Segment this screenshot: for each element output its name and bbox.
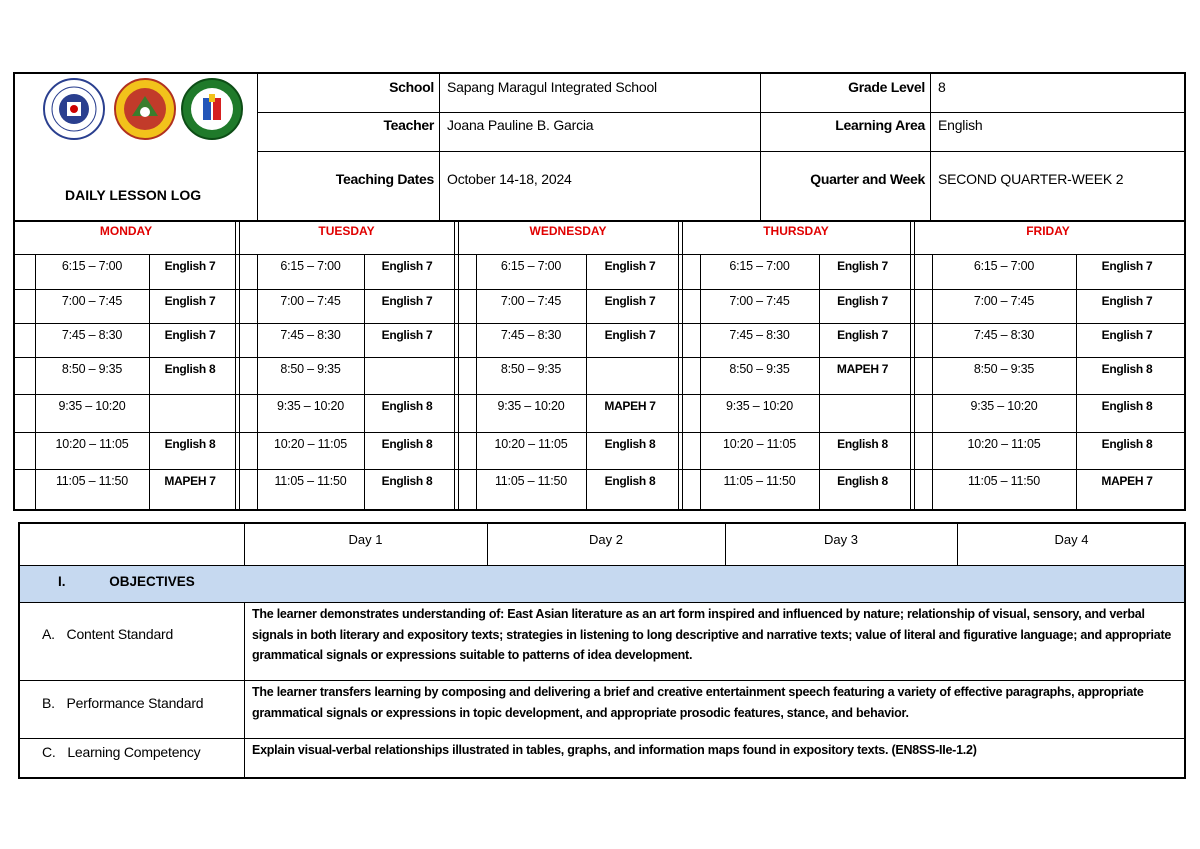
day-header-thursday: THURSDAY <box>763 224 829 238</box>
time-slot: 11:05 – 11:50 <box>494 474 567 488</box>
time-slot: 7:00 – 7:45 <box>280 294 341 308</box>
time-slot: 7:00 – 7:45 <box>729 294 790 308</box>
time-slot: 9:35 – 10:20 <box>497 399 565 413</box>
objectives-table <box>18 522 1186 779</box>
subject-cell: English 8 <box>381 437 433 451</box>
time-slot: 10:20 – 11:05 <box>494 437 568 451</box>
section-title: OBJECTIVES <box>109 574 195 589</box>
subject-cell: MAPEH 7 <box>604 399 656 413</box>
subject-cell: MAPEH 7 <box>836 362 889 376</box>
subject-cell: English 7 <box>837 328 888 342</box>
time-slot: 11:05 – 11:50 <box>274 474 347 488</box>
time-slot: 11:05 – 11:50 <box>55 474 128 488</box>
subject-cell: English 8 <box>1101 399 1153 413</box>
row-label: Content Standard <box>66 626 174 642</box>
time-slot: 10:20 – 11:05 <box>967 437 1041 451</box>
teacher-value: Joana Pauline B. Garcia <box>447 117 594 133</box>
subject-cell: English 7 <box>837 294 888 308</box>
school-label: School <box>389 79 434 95</box>
subject-cell: English 8 <box>164 437 216 451</box>
day-header-tuesday: TUESDAY <box>318 224 375 238</box>
grade-level-value: 8 <box>938 79 946 95</box>
subject-cell: English 7 <box>604 259 656 273</box>
grade-level-label: Grade Level <box>848 79 925 95</box>
teaching-dates-value: October 14-18, 2024 <box>447 171 572 187</box>
day-header-monday: MONDAY <box>99 224 153 238</box>
day-header-wednesday: WEDNESDAY <box>529 224 607 238</box>
learning-competency-label <box>42 744 200 760</box>
time-slot: 10:20 – 11:05 <box>274 437 347 451</box>
time-slot: 8:50 – 9:35 <box>61 362 123 376</box>
time-slot: 7:00 – 7:45 <box>500 294 562 308</box>
division-seal-icon <box>114 78 176 140</box>
content-standard-text: The learner demonstrates understanding of: East Asian literature as an art form inspired and influenced by nature; relationship of visual, sensory, and verbal signals in both literary and expository texts; strategies in listening to long descriptive and narrative texts; value of literal and figurative language; and appropriate grammatical signals or expressions suitable to patterns of idea development. <box>252 607 1172 662</box>
deped-seal-icon <box>43 78 105 140</box>
time-slot: 7:45 – 8:30 <box>280 328 341 342</box>
subject-cell: English 7 <box>604 328 656 342</box>
subject-cell: MAPEH 7 <box>1101 474 1153 488</box>
subject-cell: English 8 <box>604 474 656 488</box>
subject-cell: English 8 <box>604 437 656 451</box>
time-slot: 8:50 – 9:35 <box>973 362 1035 376</box>
subject-cell: English 7 <box>164 328 216 342</box>
subject-cell: English 7 <box>164 294 216 308</box>
daily-lesson-log-title: DAILY LESSON LOG <box>65 187 202 203</box>
time-slot: 9:35 – 10:20 <box>58 399 126 413</box>
row-label: Performance Standard <box>66 695 204 711</box>
time-slot: 9:35 – 10:20 <box>970 399 1038 413</box>
school-seal-icon <box>181 78 243 140</box>
subject-cell: English 8 <box>837 474 888 488</box>
subject-cell: English 7 <box>381 328 433 342</box>
time-slot: 6:15 – 7:00 <box>61 259 123 273</box>
time-slot: 8:50 – 9:35 <box>280 362 341 376</box>
subject-cell: English 7 <box>164 259 216 273</box>
subject-cell: English 8 <box>1101 362 1153 376</box>
day-2-header: Day 2 <box>589 532 623 547</box>
subject-cell: English 7 <box>604 294 656 308</box>
learning-competency-text: Explain visual-verbal relationships illustrated in tables, graphs, and information maps found in expository texts. (EN8SS-IIe-1.2) <box>252 743 977 757</box>
subject-cell: English 8 <box>381 399 433 413</box>
day-1-header: Day 1 <box>348 532 383 547</box>
row-letter: C. <box>42 744 56 760</box>
subject-cell: English 8 <box>1101 437 1153 451</box>
performance-standard-label <box>42 695 203 711</box>
quarter-week-value: SECOND QUARTER-WEEK 2 <box>938 171 1124 187</box>
time-slot: 7:00 – 7:45 <box>61 294 123 308</box>
time-slot: 7:45 – 8:30 <box>500 328 562 342</box>
time-slot: 11:05 – 11:50 <box>967 474 1040 488</box>
time-slot: 8:50 – 9:35 <box>729 362 790 376</box>
time-slot: 10:20 – 11:05 <box>723 437 796 451</box>
header-block <box>13 72 1186 222</box>
performance-standard-text: The learner transfers learning by composing and delivering a brief and creative entertainment speech featuring a variety of effective paragraphs, appropriate grammatical signals or expressions in topic development, and appropriate prosodic features, stance, and behavior. <box>252 685 1144 720</box>
subject-cell: English 7 <box>1101 259 1153 273</box>
time-slot: 6:15 – 7:00 <box>280 259 341 273</box>
time-slot: 11:05 – 11:50 <box>723 474 796 488</box>
time-slot: 7:00 – 7:45 <box>973 294 1035 308</box>
subject-cell: English 7 <box>1101 294 1153 308</box>
subject-cell: English 7 <box>381 259 433 273</box>
day-3-header: Day 3 <box>824 532 858 547</box>
row-label: Learning Competency <box>67 744 201 760</box>
time-slot: 6:15 – 7:00 <box>500 259 562 273</box>
subject-cell: MAPEH 7 <box>164 474 216 488</box>
time-slot: 6:15 – 7:00 <box>729 259 790 273</box>
weekly-schedule <box>13 222 1186 511</box>
time-slot: 7:45 – 8:30 <box>729 328 790 342</box>
subject-cell: English 8 <box>164 362 216 376</box>
subject-cell: English 8 <box>837 437 888 451</box>
quarter-week-label: Quarter and Week <box>810 171 925 187</box>
subject-cell: English 7 <box>1101 328 1153 342</box>
time-slot: 8:50 – 9:35 <box>500 362 562 376</box>
day-header-friday: FRIDAY <box>1026 224 1070 238</box>
objectives-section-heading <box>58 574 195 589</box>
teaching-dates-label: Teaching Dates <box>335 171 434 187</box>
row-letter: B. <box>42 695 55 711</box>
row-letter: A. <box>42 626 55 642</box>
learning-area-value: English <box>938 117 983 133</box>
time-slot: 9:35 – 10:20 <box>725 399 794 413</box>
section-number: I. <box>58 574 66 589</box>
time-slot: 6:15 – 7:00 <box>973 259 1035 273</box>
subject-cell: English 7 <box>837 259 888 273</box>
teacher-label: Teacher <box>383 117 434 133</box>
time-slot: 10:20 – 11:05 <box>55 437 129 451</box>
learning-area-label: Learning Area <box>835 117 925 133</box>
subject-cell: English 8 <box>381 474 433 488</box>
day-4-header: Day 4 <box>1054 532 1089 547</box>
content-standard-label <box>42 626 173 642</box>
time-slot: 7:45 – 8:30 <box>61 328 123 342</box>
time-slot: 9:35 – 10:20 <box>276 399 345 413</box>
subject-cell: English 7 <box>381 294 433 308</box>
time-slot: 7:45 – 8:30 <box>973 328 1035 342</box>
school-value: Sapang Maragul Integrated School <box>447 79 657 95</box>
